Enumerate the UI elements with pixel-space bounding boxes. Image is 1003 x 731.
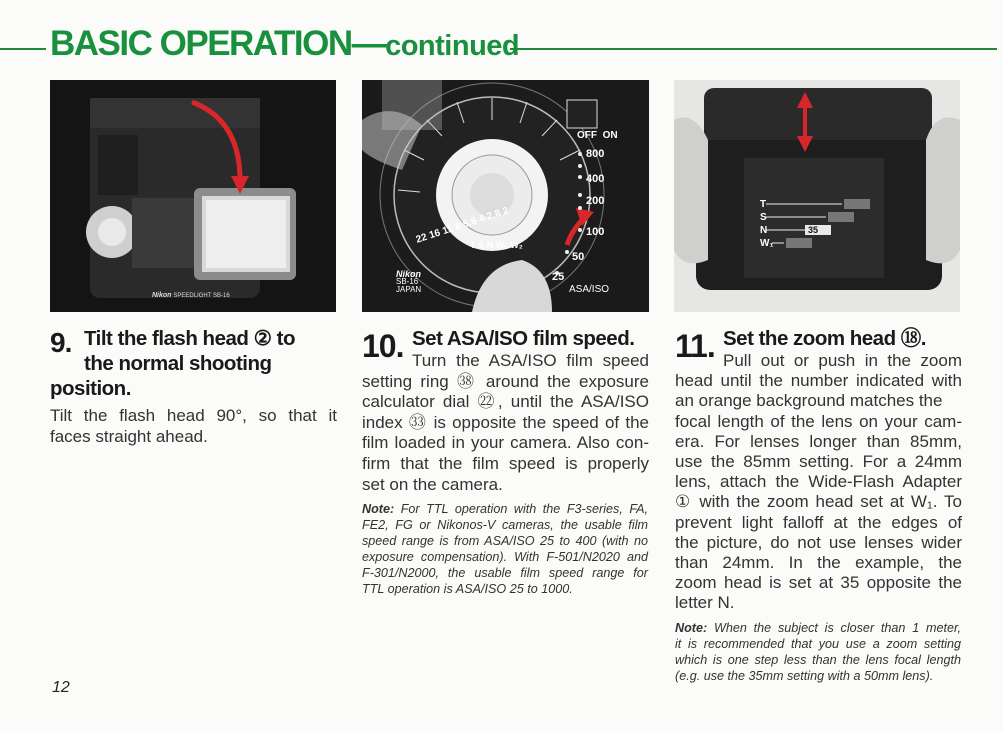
step-11-title: Set the zoom head ⑱. (723, 327, 926, 350)
zoom-label-n: N (760, 225, 768, 236)
on-label: ON (602, 130, 618, 141)
step-10-body-line: firm that the film speed is properly (362, 453, 649, 473)
step-10-title: Set ASA/ISO film speed. (412, 327, 635, 350)
step-10-body-line: setting ring ㊳ around the exposure (362, 371, 649, 391)
title-dash: — (351, 24, 386, 63)
flash-tilt-illustration (50, 80, 336, 312)
step-11-body-line: an orange background matches the (675, 391, 943, 411)
step-10-body-line: index ㉝ is opposite the speed of the (362, 412, 649, 432)
ap-5-6: 5.6 (461, 215, 479, 231)
step-9 (50, 326, 340, 447)
photo-flash-tilt (50, 80, 336, 312)
ap-2-8: 2.8 (485, 207, 503, 223)
photo-asa-dial (362, 80, 649, 312)
ap-8: 8 (453, 220, 463, 233)
step-11-note-line: (e.g. use the 35mm setting with a 50mm lens). (675, 668, 934, 683)
step-9-title-line1: Tilt the flash head ② to (84, 327, 296, 350)
zoom-label-w1: W₁ (760, 238, 774, 249)
asa-iso-label: ASA/ISO (569, 284, 610, 295)
step-9-title-line2: the normal shooting (84, 352, 272, 375)
step-10 (362, 326, 650, 597)
step-11 (675, 326, 963, 684)
step-11-body-line: letter N. (675, 593, 735, 613)
step-10-note-line: FE2, FG or Nikonos-V cameras, the usable film (362, 518, 648, 533)
asa-400: 400 (586, 173, 605, 185)
step-10-note-line (362, 501, 648, 517)
step-11-note-text: When the subject is closer than 1 meter, (713, 620, 962, 635)
ap-16: 16 (427, 227, 442, 242)
page-header (0, 22, 1003, 72)
zoom-head-illustration (674, 80, 960, 312)
step-11-body-line: the picture, do not use lenses wider (675, 532, 962, 552)
step-11-body (675, 351, 962, 614)
zoom-scale (760, 198, 774, 250)
step-10-note-label: Note: (362, 502, 395, 517)
header-rule-right (510, 48, 997, 50)
step-10-note-line: TTL operation is ASA/ISO 25 to 1000. (362, 582, 573, 597)
step-11-number: 11. (675, 328, 715, 364)
step-10-note (362, 501, 648, 597)
step-10-note-text: For TTL operation with the F3-series, FA, (400, 502, 648, 517)
step-9-body-line: Tilt the flash head 90°, so that it (50, 406, 337, 425)
step-10-body-line: film loaded in your camera. Also con- (362, 433, 649, 453)
asa-25: 25 (552, 271, 565, 283)
header-rule-left (0, 48, 46, 50)
step-10-body-line: set on the camera. (362, 474, 503, 494)
step-11-body-line: than 24mm. In the example, the (675, 553, 962, 573)
step-9-number: 9. (50, 327, 72, 358)
asa-800: 800 (586, 148, 605, 160)
step-10-note-line: speed range is from ASA/ISO 25 to 400 (with no (362, 534, 648, 549)
step-9-body (50, 406, 337, 447)
off-on-label (577, 130, 618, 141)
flash-brand-label (152, 292, 230, 299)
ap-2: 2 (501, 205, 511, 218)
step-10-body-line: Turn the ASA/ISO film speed (412, 351, 649, 370)
step-10-body-line: calculator dial ㉒, until the ASA/ISO (362, 392, 649, 412)
step-11-body-line: head until the number indicated with (675, 371, 962, 391)
asa-100: 100 (586, 226, 605, 238)
step-11-body-line: focal length of the lens on your cam- (675, 411, 962, 431)
dial-brand: Nikon (396, 269, 422, 279)
ap-4: 4 (477, 213, 487, 226)
title-continued: continued (385, 30, 520, 62)
step-10-body (362, 351, 649, 495)
step-9-body-line: faces straight ahead. (50, 426, 208, 446)
zoom-value-35: 35 (808, 225, 819, 235)
step-11-body-line: zoom head is set at 35 opposite the (675, 573, 962, 593)
asa-scale (586, 143, 604, 243)
page-number: 12 (52, 679, 70, 696)
step-10-note-line: exposure compensation). With F-501/N2020 and (362, 550, 648, 565)
ap-22: 22 (414, 231, 429, 246)
dial-model: SB-16 (396, 277, 419, 286)
zoom-label-s: S (760, 212, 767, 223)
step-10-note-line: F-301/N2000, the usable film speed range for (362, 566, 648, 581)
step-11-note-line: which is one step less than the lens focal length (675, 652, 961, 667)
step-11-body-line: era. For lenses longer than 85mm, (675, 431, 962, 451)
asa-200: 200 (586, 195, 605, 207)
step-11-note-line: it is recommended that you use a zoom setting (675, 636, 961, 651)
photo-zoom-head (674, 80, 960, 312)
dial-brand-label (396, 270, 421, 294)
ap-11: 11 (441, 223, 455, 238)
step-11-note-line (675, 620, 961, 636)
step-9-title (50, 326, 340, 401)
zoom-label-t: T (760, 199, 767, 210)
step-11-body-line: lens, attach the Wide-Flash Adapter (675, 472, 962, 492)
step-10-number: 10. (362, 328, 404, 364)
dial-zoom-letters: T S N W₁ W₂ (470, 240, 523, 250)
step-11-body-line: prevent light falloff at the edges of (675, 512, 962, 532)
dial-country: JAPAN (396, 285, 422, 294)
step-11-note (675, 620, 961, 684)
flash-model: SPEEDLIGHT SB-16 (173, 293, 230, 299)
step-11-note-label: Note: (675, 620, 708, 635)
title-main: BASIC OPERATION (50, 24, 352, 63)
flash-brand: Nikon (152, 292, 172, 299)
off-label: OFF (577, 130, 597, 141)
page-title (50, 24, 519, 64)
step-11-body-line: ① with the zoom head set at W₁. To (675, 492, 962, 512)
step-9-title-line3: position. (50, 377, 131, 400)
asa-50: 50 (572, 251, 585, 263)
step-11-body-line: Pull out or push in the zoom (723, 351, 962, 370)
step-11-body-line: use the 85mm setting. For a 24mm (675, 452, 962, 472)
